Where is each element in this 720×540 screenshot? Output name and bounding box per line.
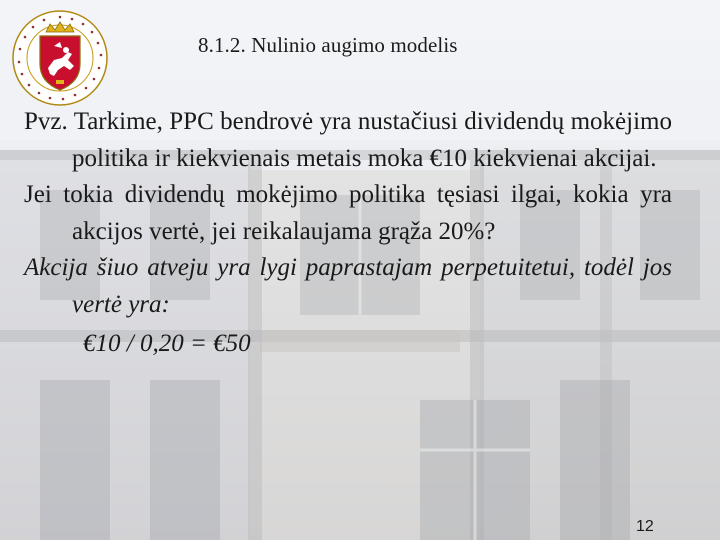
answer-paragraph bbox=[24, 250, 672, 363]
answer-text: Akcija šiuo atveju yra lygi paprastajam perpetuitetui, todėl jos vertė yra: bbox=[24, 254, 672, 318]
page-number: 12 bbox=[636, 518, 654, 535]
example-paragraph: Pvz. Tarkime, PPC bendrovė yra nustačiusi dividendų mokėjimo politika ir kiekvienais metais moka €10 kiekvienai akcijai. bbox=[24, 108, 672, 172]
slide-title: 8.1.2. Nulinio augimo modelis bbox=[198, 33, 458, 57]
vilnius-university-seal-icon bbox=[10, 8, 110, 108]
question-paragraph: Jei tokia dividendų mokėjimo politika tęsiasi ilgai, kokia yra akcijos vertė, jei reikalaujama grąža 20%? bbox=[24, 181, 672, 245]
formula: €10 / 0,20 = €50 bbox=[83, 330, 251, 357]
slide-body bbox=[24, 104, 672, 363]
university-logo bbox=[10, 8, 110, 108]
